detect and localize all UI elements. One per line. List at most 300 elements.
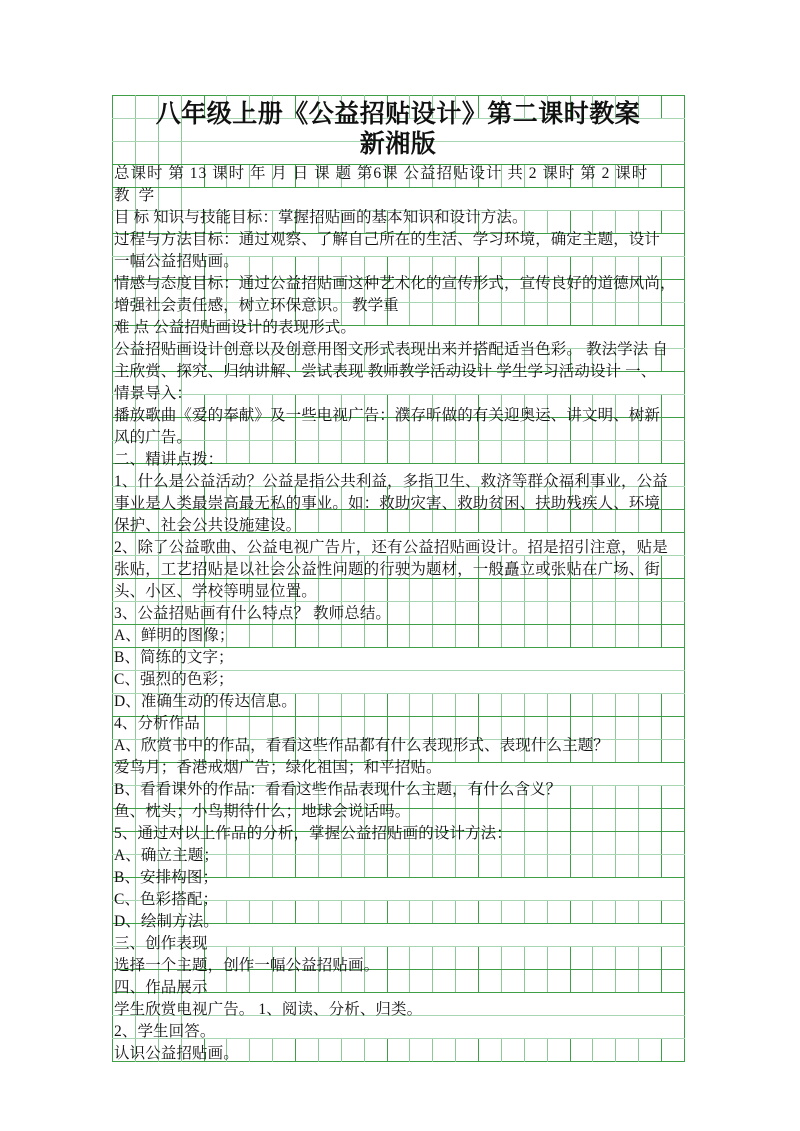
- grid-cell: [273, 579, 296, 602]
- grid-cell: [341, 487, 364, 510]
- grid-cell: [616, 717, 639, 740]
- grid-cell: [113, 602, 136, 625]
- grid-cell: [639, 947, 662, 970]
- grid-cell: [387, 947, 410, 970]
- grid-cell: [318, 303, 341, 326]
- grid-cell: [204, 1039, 227, 1062]
- grid-cell: [479, 1039, 502, 1062]
- grid-cell: [456, 694, 479, 717]
- grid-cell: [547, 326, 570, 349]
- grid-cell: [364, 970, 387, 993]
- grid-cell: [433, 602, 456, 625]
- grid-cell: [662, 878, 685, 901]
- grid-cell: [250, 533, 273, 556]
- grid-cell: [113, 211, 136, 234]
- grid-cell: [204, 878, 227, 901]
- grid-cell: [547, 487, 570, 510]
- grid-cell: [433, 947, 456, 970]
- grid-cell: [341, 970, 364, 993]
- grid-cell: [501, 326, 524, 349]
- grid-cell: [593, 809, 616, 832]
- grid-row: [113, 464, 685, 487]
- grid-cell: [227, 533, 250, 556]
- grid-cell: [662, 602, 685, 625]
- grid-cell: [113, 625, 136, 648]
- grid-cell: [387, 234, 410, 257]
- grid-cell: [616, 602, 639, 625]
- grid-row: [113, 1016, 685, 1039]
- grid-cell: [113, 326, 136, 349]
- character-grid-table: [112, 95, 685, 1062]
- grid-cell: [227, 510, 250, 533]
- grid-cell: [113, 1016, 136, 1039]
- grid-row: [113, 441, 685, 464]
- grid-cell: [433, 510, 456, 533]
- grid-cell: [616, 579, 639, 602]
- grid-cell: [135, 326, 158, 349]
- grid-cell: [318, 924, 341, 947]
- grid-cell: [456, 901, 479, 924]
- grid-cell: [341, 579, 364, 602]
- grid-cell: [570, 878, 593, 901]
- grid-cell: [158, 510, 181, 533]
- grid-cell: [273, 142, 296, 165]
- grid-cell: [662, 671, 685, 694]
- grid-cell: [158, 832, 181, 855]
- grid-cell: [410, 1016, 433, 1039]
- grid-cell: [662, 510, 685, 533]
- grid-cell: [479, 579, 502, 602]
- grid-cell: [639, 303, 662, 326]
- grid-cell: [479, 533, 502, 556]
- grid-cell: [593, 510, 616, 533]
- grid-cell: [318, 165, 341, 188]
- grid-cell: [158, 280, 181, 303]
- grid-cell: [524, 1016, 547, 1039]
- grid-cell: [456, 234, 479, 257]
- grid-cell: [547, 372, 570, 395]
- grid-cell: [158, 625, 181, 648]
- grid-cell: [410, 349, 433, 372]
- grid-cell: [227, 464, 250, 487]
- grid-cell: [387, 280, 410, 303]
- grid-cell: [387, 510, 410, 533]
- grid-cell: [318, 786, 341, 809]
- grid-cell: [318, 855, 341, 878]
- grid-cell: [479, 763, 502, 786]
- grid-cell: [479, 303, 502, 326]
- grid-cell: [296, 924, 319, 947]
- grid-cell: [547, 1039, 570, 1062]
- grid-cell: [158, 694, 181, 717]
- grid-cell: [273, 694, 296, 717]
- grid-cell: [341, 510, 364, 533]
- grid-cell: [273, 280, 296, 303]
- grid-cell: [524, 924, 547, 947]
- grid-cell: [410, 165, 433, 188]
- grid-cell: [227, 993, 250, 1016]
- grid-cell: [593, 579, 616, 602]
- grid-cell: [227, 372, 250, 395]
- grid-cell: [296, 441, 319, 464]
- grid-cell: [524, 142, 547, 165]
- grid-cell: [318, 648, 341, 671]
- grid-cell: [250, 786, 273, 809]
- grid-cell: [524, 533, 547, 556]
- grid-cell: [616, 993, 639, 1016]
- grid-cell: [204, 96, 227, 119]
- grid-cell: [547, 763, 570, 786]
- grid-cell: [158, 809, 181, 832]
- grid-cell: [387, 924, 410, 947]
- grid-cell: [364, 395, 387, 418]
- grid-cell: [662, 257, 685, 280]
- grid-cell: [158, 119, 181, 142]
- grid-cell: [227, 947, 250, 970]
- grid-cell: [524, 326, 547, 349]
- grid-cell: [547, 809, 570, 832]
- grid-cell: [296, 786, 319, 809]
- grid-cell: [662, 1039, 685, 1062]
- grid-cell: [296, 1016, 319, 1039]
- grid-cell: [501, 855, 524, 878]
- document-line: 增强社会责任感，树立环保意识。 教学重: [114, 297, 399, 314]
- grid-cell: [227, 878, 250, 901]
- grid-cell: [433, 1016, 456, 1039]
- grid-cell: [113, 533, 136, 556]
- grid-cell: [204, 579, 227, 602]
- document-line: 事业是人类最崇高最无私的事业。如：救助灾害、救助贫困、扶助残疾人、环境: [114, 495, 661, 512]
- grid-cell: [318, 993, 341, 1016]
- grid-cell: [570, 855, 593, 878]
- grid-cell: [158, 717, 181, 740]
- grid-cell: [364, 648, 387, 671]
- grid-cell: [250, 717, 273, 740]
- document-line: 1、什么是公益活动？公益是指公共利益，多指卫生、救济等群众福利事业，公益: [114, 473, 668, 490]
- grid-cell: [570, 234, 593, 257]
- grid-cell: [135, 878, 158, 901]
- grid-cell: [410, 142, 433, 165]
- grid-cell: [250, 326, 273, 349]
- grid-cell: [250, 924, 273, 947]
- grid-row: [113, 717, 685, 740]
- grid-cell: [570, 832, 593, 855]
- grid-cell: [479, 372, 502, 395]
- grid-cell: [410, 809, 433, 832]
- grid-cell: [135, 211, 158, 234]
- grid-cell: [593, 257, 616, 280]
- grid-cell: [410, 211, 433, 234]
- grid-cell: [113, 786, 136, 809]
- grid-cell: [479, 556, 502, 579]
- grid-cell: [479, 257, 502, 280]
- grid-cell: [456, 855, 479, 878]
- grid-cell: [250, 809, 273, 832]
- grid-cell: [318, 1039, 341, 1062]
- grid-cell: [318, 809, 341, 832]
- grid-cell: [662, 970, 685, 993]
- grid-cell: [204, 947, 227, 970]
- grid-cell: [341, 947, 364, 970]
- document-line: D、绘制方法。: [114, 913, 219, 930]
- grid-cell: [227, 924, 250, 947]
- grid-cell: [296, 96, 319, 119]
- grid-cell: [158, 257, 181, 280]
- character-grid: [112, 95, 684, 1062]
- grid-cell: [158, 579, 181, 602]
- grid-cell: [204, 464, 227, 487]
- grid-cell: [616, 924, 639, 947]
- grid-cell: [456, 809, 479, 832]
- grid-cell: [593, 717, 616, 740]
- grid-cell: [227, 809, 250, 832]
- grid-cell: [387, 119, 410, 142]
- grid-cell: [387, 855, 410, 878]
- grid-cell: [547, 257, 570, 280]
- grid-cell: [204, 142, 227, 165]
- grid-cell: [433, 1039, 456, 1062]
- grid-cell: [113, 142, 136, 165]
- grid-cell: [570, 303, 593, 326]
- grid-cell: [547, 579, 570, 602]
- grid-cell: [387, 1016, 410, 1039]
- grid-cell: [616, 970, 639, 993]
- grid-cell: [456, 211, 479, 234]
- grid-cell: [387, 533, 410, 556]
- grid-cell: [204, 119, 227, 142]
- grid-cell: [410, 602, 433, 625]
- grid-cell: [616, 556, 639, 579]
- grid-cell: [387, 556, 410, 579]
- grid-cell: [387, 1039, 410, 1062]
- grid-cell: [410, 280, 433, 303]
- grid-cell: [501, 303, 524, 326]
- grid-cell: [662, 188, 685, 211]
- grid-cell: [181, 556, 204, 579]
- grid-cell: [639, 280, 662, 303]
- grid-cell: [410, 878, 433, 901]
- grid-cell: [501, 924, 524, 947]
- grid-cell: [639, 418, 662, 441]
- grid-cell: [524, 280, 547, 303]
- grid-cell: [547, 280, 570, 303]
- grid-cell: [662, 234, 685, 257]
- grid-cell: [227, 487, 250, 510]
- grid-cell: [456, 257, 479, 280]
- grid-cell: [364, 901, 387, 924]
- grid-cell: [456, 625, 479, 648]
- grid-cell: [135, 533, 158, 556]
- grid-cell: [524, 602, 547, 625]
- grid-row: [113, 165, 685, 188]
- grid-cell: [250, 1039, 273, 1062]
- grid-cell: [501, 648, 524, 671]
- grid-cell: [158, 96, 181, 119]
- grid-cell: [296, 119, 319, 142]
- grid-cell: [113, 464, 136, 487]
- grid-cell: [113, 441, 136, 464]
- grid-cell: [341, 763, 364, 786]
- grid-cell: [158, 165, 181, 188]
- grid-row: [113, 694, 685, 717]
- grid-cell: [318, 602, 341, 625]
- grid-cell: [593, 993, 616, 1016]
- grid-cell: [204, 993, 227, 1016]
- grid-row: [113, 510, 685, 533]
- grid-cell: [639, 1016, 662, 1039]
- grid-cell: [387, 878, 410, 901]
- grid-cell: [547, 303, 570, 326]
- grid-cell: [616, 96, 639, 119]
- grid-cell: [479, 418, 502, 441]
- grid-cell: [158, 441, 181, 464]
- grid-cell: [524, 487, 547, 510]
- grid-cell: [250, 694, 273, 717]
- grid-cell: [387, 96, 410, 119]
- grid-row: [113, 234, 685, 257]
- grid-cell: [662, 372, 685, 395]
- grid-cell: [410, 326, 433, 349]
- document-line: 张贴，工艺招贴是以社会公益性问题的行驶为题材，一般矗立或张贴在广场、街: [114, 561, 661, 578]
- grid-cell: [479, 993, 502, 1016]
- grid-cell: [341, 395, 364, 418]
- grid-cell: [570, 441, 593, 464]
- grid-cell: [456, 1039, 479, 1062]
- grid-cell: [547, 924, 570, 947]
- grid-cell: [456, 487, 479, 510]
- grid-cell: [662, 556, 685, 579]
- grid-cell: [410, 970, 433, 993]
- grid-cell: [250, 234, 273, 257]
- grid-cell: [318, 188, 341, 211]
- grid-cell: [387, 303, 410, 326]
- document-line: 播放歌曲《爱的奉献》及一些电视广告：濮存昕做的有关迎奥运、讲文明、树新: [114, 407, 661, 424]
- grid-cell: [227, 717, 250, 740]
- grid-cell: [204, 809, 227, 832]
- grid-cell: [662, 763, 685, 786]
- grid-cell: [547, 855, 570, 878]
- grid-cell: [501, 625, 524, 648]
- grid-row: [113, 96, 685, 119]
- grid-cell: [135, 901, 158, 924]
- grid-cell: [250, 119, 273, 142]
- grid-cell: [639, 625, 662, 648]
- grid-cell: [387, 165, 410, 188]
- grid-cell: [158, 763, 181, 786]
- grid-cell: [479, 211, 502, 234]
- grid-cell: [341, 349, 364, 372]
- grid-cell: [570, 487, 593, 510]
- grid-cell: [250, 188, 273, 211]
- grid-cell: [570, 280, 593, 303]
- grid-cell: [639, 326, 662, 349]
- grid-cell: [433, 786, 456, 809]
- grid-cell: [364, 487, 387, 510]
- grid-row: [113, 924, 685, 947]
- grid-cell: [296, 487, 319, 510]
- grid-cell: [456, 533, 479, 556]
- grid-cell: [456, 717, 479, 740]
- grid-cell: [433, 234, 456, 257]
- grid-cell: [662, 579, 685, 602]
- grid-cell: [433, 556, 456, 579]
- grid-cell: [364, 855, 387, 878]
- grid-cell: [410, 303, 433, 326]
- grid-cell: [639, 211, 662, 234]
- grid-cell: [501, 717, 524, 740]
- grid-cell: [387, 970, 410, 993]
- document-line: 5、通过对以上作品的分析，掌握公益招贴画的设计方法：: [114, 825, 512, 842]
- grid-cell: [113, 924, 136, 947]
- grid-cell: [181, 648, 204, 671]
- grid-cell: [181, 211, 204, 234]
- grid-cell: [639, 464, 662, 487]
- grid-cell: [181, 809, 204, 832]
- grid-row: [113, 625, 685, 648]
- document-line: B、安排构图；: [114, 869, 219, 886]
- grid-cell: [387, 464, 410, 487]
- grid-cell: [364, 579, 387, 602]
- grid-cell: [273, 947, 296, 970]
- grid-cell: [524, 993, 547, 1016]
- grid-cell: [273, 188, 296, 211]
- grid-cell: [135, 395, 158, 418]
- grid-cell: [616, 625, 639, 648]
- grid-cell: [456, 947, 479, 970]
- grid-cell: [227, 1016, 250, 1039]
- grid-cell: [570, 740, 593, 763]
- document-line: D、准确生动的传达信息。: [114, 693, 297, 710]
- grid-cell: [387, 763, 410, 786]
- grid-cell: [410, 579, 433, 602]
- grid-cell: [250, 947, 273, 970]
- grid-cell: [158, 556, 181, 579]
- grid-cell: [570, 349, 593, 372]
- grid-cell: [387, 441, 410, 464]
- grid-cell: [318, 740, 341, 763]
- grid-cell: [501, 763, 524, 786]
- grid-cell: [296, 740, 319, 763]
- grid-cell: [387, 694, 410, 717]
- grid-cell: [227, 211, 250, 234]
- grid-cell: [410, 395, 433, 418]
- grid-cell: [204, 326, 227, 349]
- grid-cell: [524, 464, 547, 487]
- grid-cell: [158, 303, 181, 326]
- grid-cell: [433, 441, 456, 464]
- grid-cell: [524, 556, 547, 579]
- grid-cell: [501, 533, 524, 556]
- grid-cell: [341, 142, 364, 165]
- grid-cell: [501, 786, 524, 809]
- grid-cell: [181, 188, 204, 211]
- grid-cell: [639, 809, 662, 832]
- grid-cell: [479, 740, 502, 763]
- grid-cell: [410, 556, 433, 579]
- grid-cell: [250, 763, 273, 786]
- grid-cell: [387, 257, 410, 280]
- grid-cell: [433, 165, 456, 188]
- grid-cell: [456, 556, 479, 579]
- grid-cell: [410, 234, 433, 257]
- grid-cell: [158, 395, 181, 418]
- grid-cell: [181, 786, 204, 809]
- grid-cell: [250, 372, 273, 395]
- grid-cell: [639, 763, 662, 786]
- grid-cell: [364, 349, 387, 372]
- grid-cell: [250, 142, 273, 165]
- grid-cell: [204, 303, 227, 326]
